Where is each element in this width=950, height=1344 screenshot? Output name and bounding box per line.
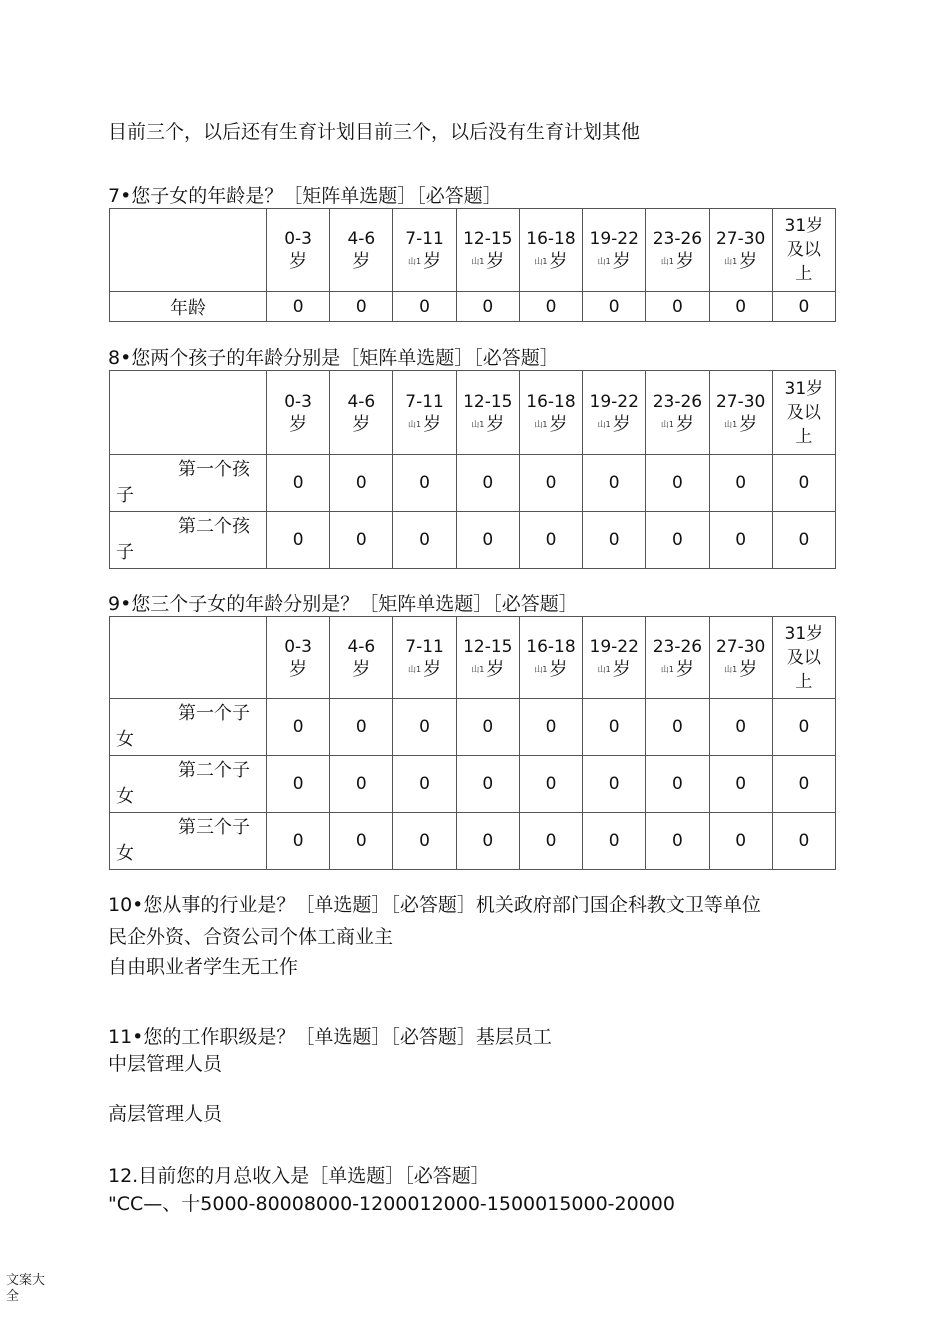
- q7-matrix-table: [109, 208, 836, 322]
- matrix-radio-cell[interactable]: 0: [330, 756, 393, 813]
- q10-options-line: 民企外资、合资公司个体工商业主: [108, 926, 394, 948]
- matrix-radio-cell[interactable]: 0: [393, 756, 456, 813]
- q7-col-4: 16-18 山1 岁: [519, 209, 582, 292]
- matrix-radio-cell[interactable]: 0: [267, 756, 330, 813]
- table-row: [110, 512, 836, 569]
- q8-col-3: 12-15 山1 岁: [456, 371, 519, 455]
- matrix-radio-cell[interactable]: 0: [267, 699, 330, 756]
- q8-col-5: 19-22 山1 岁: [583, 371, 646, 455]
- table-row: [110, 292, 836, 322]
- footer-watermark: [6, 1273, 50, 1305]
- q8-col-1: 4-6 岁: [330, 371, 393, 455]
- matrix-radio-cell[interactable]: 0: [330, 455, 393, 512]
- matrix-radio-cell[interactable]: 0: [267, 512, 330, 569]
- q11-option-line: 高层管理人员: [108, 1103, 223, 1125]
- q8-title: 8•您两个孩子的年龄分别是［矩阵单选题］［必答题］: [108, 347, 559, 369]
- matrix-radio-cell[interactable]: 0: [772, 455, 835, 512]
- q8-row-label: 第一个孩 子: [110, 455, 267, 512]
- q8-matrix-table: [109, 370, 836, 569]
- q9-col-0: 0-3 岁: [267, 617, 330, 699]
- matrix-radio-cell[interactable]: 0: [646, 455, 709, 512]
- q9-col-5: 19-22 山1 岁: [583, 617, 646, 699]
- matrix-radio-cell[interactable]: 0: [519, 813, 582, 870]
- q12-options-line: "CC—、十5000-80008000-1200012000-1500015000-20000: [108, 1193, 675, 1215]
- matrix-radio-cell[interactable]: 0: [393, 292, 456, 322]
- footer-line: 全: [6, 1289, 20, 1304]
- matrix-radio-cell[interactable]: 0: [583, 756, 646, 813]
- q7-col-8: 31岁 及以 上: [772, 209, 835, 292]
- matrix-radio-cell[interactable]: 0: [456, 756, 519, 813]
- matrix-radio-cell[interactable]: 0: [519, 512, 582, 569]
- q8-header-blank: [110, 371, 267, 455]
- q9-header-blank: [110, 617, 267, 699]
- table-row: [110, 756, 836, 813]
- q9-col-2: 7-11 山1 岁: [393, 617, 456, 699]
- q9-title: 9•您三个子女的年龄分别是？［矩阵单选题］［必答题］: [108, 593, 578, 615]
- matrix-radio-cell[interactable]: 0: [519, 292, 582, 322]
- matrix-radio-cell[interactable]: 0: [772, 292, 835, 322]
- q9-matrix-table: [109, 616, 836, 870]
- q9-col-8: 31岁 及以 上: [772, 617, 835, 699]
- q9-row-label: 第一个子 女: [110, 699, 267, 756]
- q7-col-6: 23-26 山1 岁: [646, 209, 709, 292]
- q7-header-row: [110, 209, 836, 292]
- matrix-radio-cell[interactable]: 0: [709, 455, 772, 512]
- matrix-radio-cell[interactable]: 0: [583, 813, 646, 870]
- matrix-radio-cell[interactable]: 0: [583, 455, 646, 512]
- q7-title: 7•您子女的年龄是？［矩阵单选题］［必答题］: [108, 185, 502, 207]
- table-row: [110, 455, 836, 512]
- matrix-radio-cell[interactable]: 0: [330, 292, 393, 322]
- matrix-radio-cell[interactable]: 0: [583, 512, 646, 569]
- q8-col-4: 16-18 山1 岁: [519, 371, 582, 455]
- q10-options-line: 自由职业者学生无工作: [108, 956, 299, 978]
- matrix-radio-cell[interactable]: 0: [393, 699, 456, 756]
- q12-title-line: 12.目前您的月总收入是［单选题］［必答题］: [108, 1165, 490, 1187]
- matrix-radio-cell[interactable]: 0: [456, 699, 519, 756]
- matrix-radio-cell[interactable]: 0: [330, 699, 393, 756]
- matrix-radio-cell[interactable]: 0: [709, 512, 772, 569]
- matrix-radio-cell[interactable]: 0: [646, 699, 709, 756]
- matrix-radio-cell[interactable]: 0: [330, 813, 393, 870]
- matrix-radio-cell[interactable]: 0: [456, 512, 519, 569]
- q7-col-3: 12-15 山1 岁: [456, 209, 519, 292]
- q7-col-7: 27-30 山1 岁: [709, 209, 772, 292]
- matrix-radio-cell[interactable]: 0: [772, 756, 835, 813]
- q8-col-6: 23-26 山1 岁: [646, 371, 709, 455]
- q7-header-blank: [110, 209, 267, 292]
- q9-row-label: 第三个子 女: [110, 813, 267, 870]
- q9-row-label: 第二个子 女: [110, 756, 267, 813]
- footer-line: 文案大: [6, 1273, 46, 1288]
- table-row: [110, 699, 836, 756]
- q9-header-row: [110, 617, 836, 699]
- matrix-radio-cell[interactable]: 0: [330, 512, 393, 569]
- matrix-radio-cell[interactable]: 0: [709, 813, 772, 870]
- matrix-radio-cell[interactable]: 0: [456, 292, 519, 322]
- q7-col-2: 7-11 山1 岁: [393, 209, 456, 292]
- q11-title-line: 11•您的工作职级是？［单选题］［必答题］基层员工: [108, 1026, 552, 1048]
- q7-col-1: 4-6 岁: [330, 209, 393, 292]
- matrix-radio-cell[interactable]: 0: [519, 699, 582, 756]
- table-row: [110, 813, 836, 870]
- matrix-radio-cell[interactable]: 0: [393, 512, 456, 569]
- q11-option-line: 中层管理人员: [108, 1053, 223, 1075]
- matrix-radio-cell[interactable]: 0: [393, 455, 456, 512]
- matrix-radio-cell[interactable]: 0: [583, 292, 646, 322]
- q8-col-8: 31岁 及以 上: [772, 371, 835, 455]
- q10-title-line: 10•您从事的行业是？［单选题］［必答题］机关政府部门国企科教文卫等单位: [108, 894, 761, 916]
- q9-col-3: 12-15 山1 岁: [456, 617, 519, 699]
- matrix-radio-cell[interactable]: 0: [583, 699, 646, 756]
- q7-col-0: 0-3 岁: [267, 209, 330, 292]
- intro-options-line: 目前三个，以后还有生育计划目前三个，以后没有生育计划其他: [108, 121, 641, 143]
- matrix-radio-cell[interactable]: 0: [267, 455, 330, 512]
- q7-row-label: 年龄: [110, 292, 267, 322]
- q8-col-7: 27-30 山1 岁: [709, 371, 772, 455]
- q9-col-4: 16-18 山1 岁: [519, 617, 582, 699]
- matrix-radio-cell[interactable]: 0: [709, 292, 772, 322]
- matrix-radio-cell[interactable]: 0: [646, 512, 709, 569]
- matrix-radio-cell[interactable]: 0: [646, 756, 709, 813]
- matrix-radio-cell[interactable]: 0: [709, 756, 772, 813]
- q9-col-6: 23-26 山1 岁: [646, 617, 709, 699]
- matrix-radio-cell[interactable]: 0: [393, 813, 456, 870]
- q8-col-0: 0-3 岁: [267, 371, 330, 455]
- q8-col-2: 7-11 山1 岁: [393, 371, 456, 455]
- q9-col-7: 27-30 山1 岁: [709, 617, 772, 699]
- matrix-radio-cell[interactable]: 0: [646, 813, 709, 870]
- matrix-radio-cell[interactable]: 0: [456, 455, 519, 512]
- matrix-radio-cell[interactable]: 0: [709, 699, 772, 756]
- matrix-radio-cell[interactable]: 0: [519, 455, 582, 512]
- q7-col-5: 19-22 山1 岁: [583, 209, 646, 292]
- q8-row-label: 第二个孩 子: [110, 512, 267, 569]
- matrix-radio-cell[interactable]: 0: [267, 292, 330, 322]
- matrix-radio-cell[interactable]: 0: [772, 813, 835, 870]
- matrix-radio-cell[interactable]: 0: [267, 813, 330, 870]
- q9-col-1: 4-6 岁: [330, 617, 393, 699]
- matrix-radio-cell[interactable]: 0: [456, 813, 519, 870]
- q8-header-row: [110, 371, 836, 455]
- matrix-radio-cell[interactable]: 0: [646, 292, 709, 322]
- matrix-radio-cell[interactable]: 0: [772, 512, 835, 569]
- matrix-radio-cell[interactable]: 0: [772, 699, 835, 756]
- matrix-radio-cell[interactable]: 0: [519, 756, 582, 813]
